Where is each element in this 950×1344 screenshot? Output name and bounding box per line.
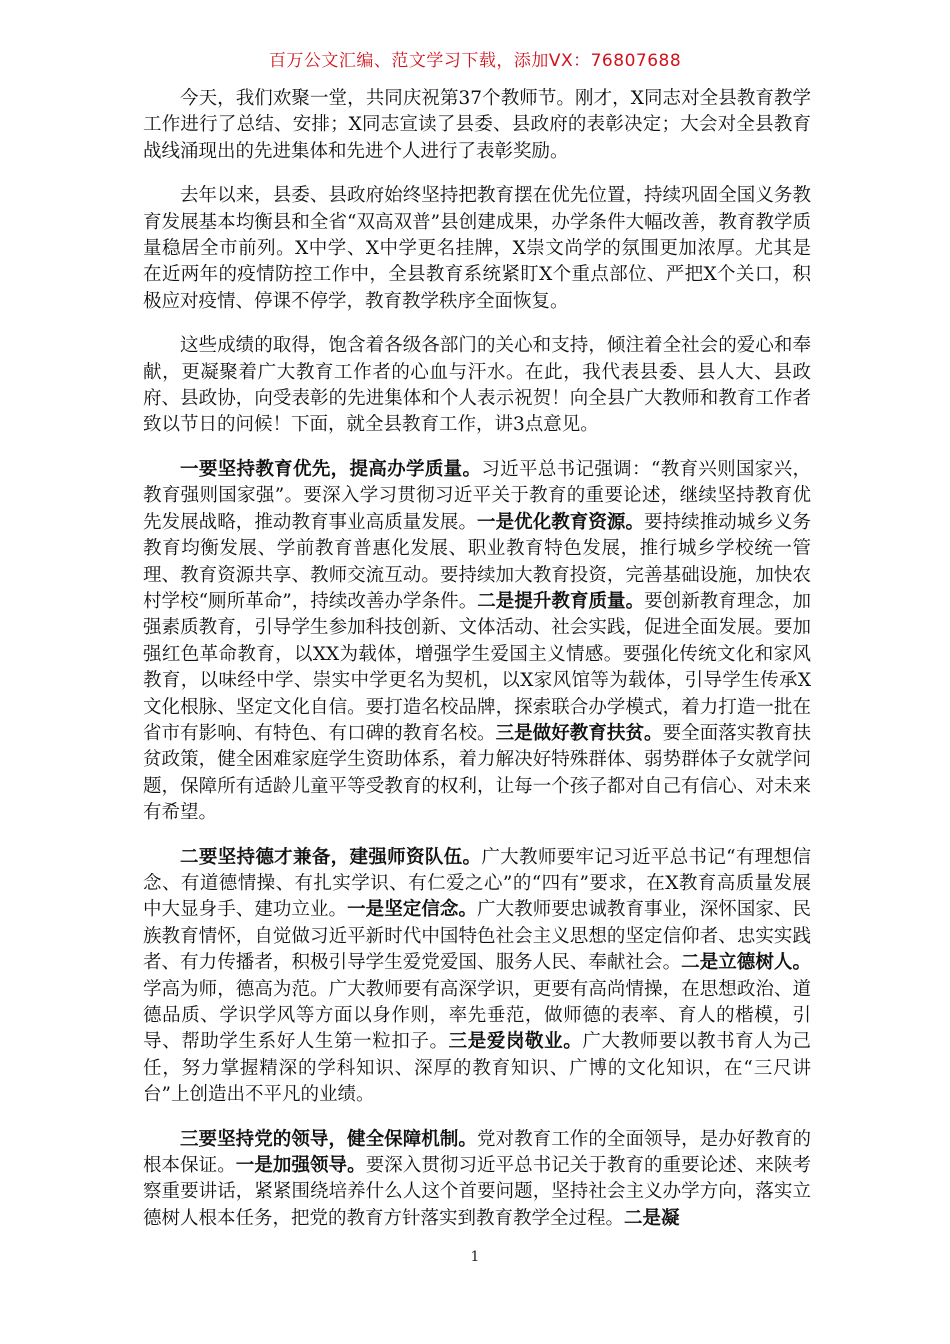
body-text: 要深入贯彻习近平总书记关于教育的重要论述、来陕考察重要讲话，紧紧围绕培养什么人这个首要问题，坚持社会主义办学方向，落实立德树人根本任务，把党的教育方针落实到教育教学全过程。 (143, 1155, 811, 1229)
body-text: 要创新教育理念，加强素质教育，引导学生参加科技创新、文体活动、社会实践，促进全面发展。要加强红色革命教育，以XX为载体，增强学生爱国主义情感。要强化传统文化和家风教育，以味经中学、崇实中学更名为契机，以X家风馆等为载体，引导学生传承X文化根脉、坚定文化自信。要打造名校品牌，探索联合办学模式，着力打造一批在省市有影响、有特色、有口碑的教育名校。 (143, 590, 811, 744)
body-text: 广大教师要牢记习近平总书记“有理想信念、有道德情操、有扎实学识、有仁爱之心”的“四有”要求，在X教育高质量发展中大显身手、建功立业。 (143, 846, 811, 921)
bold-heading-text: 二是立德树人。 (681, 952, 811, 974)
body-text: 习近平总书记强调：“教育兴则国家兴，教育强则国家强”。要深入学习贯彻习近平关于教育的重要论述，继续坚持教育优先发展战略，推动教育事业高质量发展。 (143, 458, 811, 533)
body-text: 要全面落实教育扶贫政策，健全困难家庭学生资助体系，着力解决好特殊群体、弱势群体子女就学问题，保障所有适龄儿童平等受教育的权利，让每一个孩子都对自己有信心、对未来有希望。 (143, 722, 811, 824)
paragraph-2 (143, 183, 811, 315)
paragraph-4 (143, 457, 811, 827)
body-text: 广大教师要忠诚教育事业，深怀国家、民族教育情怀，自觉做习近平新时代中国特色社会主义思想的坚定信仰者、忠实实践者、有力传播者，积极引导学生爱党爱国、服务人民、奉献社会。 (143, 899, 811, 974)
bold-heading-text: 一是加强领导。 (235, 1155, 366, 1177)
bold-heading-text: 二是提升教育质量。 (477, 590, 645, 612)
body-text: 党对教育工作的全面领导，是办好教育的根本保证。 (143, 1128, 811, 1177)
bold-heading-text: 三要坚持党的领导，健全保障机制。 (180, 1128, 477, 1150)
page-number: 1 (470, 1249, 480, 1265)
body-text: 学高为师，德高为范。广大教师要有高深学识，更要有高尚情操，在思想政治、道德品质、学识学风等方面以身作则，率先垂范，做师德的表率、育人的楷模，引导、帮助学生系好人生第一粒扣子。 (143, 978, 811, 1053)
body-text: 今天，我们欢聚一堂，共同庆祝第37个教师节。刚才，X同志对全县教育教学工作进行了总结、安排；X同志宣读了县委、县政府的表彰决定；大会对全县教育战线涌现出的先进集体和先进个人进行了表彰奖励。 (143, 88, 811, 162)
header-banner: 百万公文汇编、范文学习下载，添加VX：76807688 (268, 51, 682, 71)
body-text: 广大教师要以教书育人为己任，努力掌握精深的学科知识、深厚的教育知识、广博的文化知识，在“三尺讲台”上创造出不平凡的业绩。 (143, 1031, 811, 1106)
paragraph-6 (143, 1127, 811, 1233)
bold-heading-text: 三是爱岗敬业。 (448, 1031, 583, 1053)
bold-heading-text: 二是凝 (624, 1207, 680, 1229)
bold-heading-text: 三是做好教育扶贫。 (495, 722, 663, 744)
paragraph-5 (143, 845, 811, 1109)
document-body (143, 86, 811, 1250)
bold-heading-text: 二要坚持德才兼备，建强师资队伍。 (180, 846, 482, 868)
body-text: 这些成绩的取得，饱含着各级各部门的关心和支持，倾注着全社会的爱心和奉献，更凝聚着广大教育工作者的心血与汗水。在此，我代表县委、县人大、县政府、县政协，向受表彰的先进集体和个人表示祝贺！向全县广大教师和教育工作者致以节日的问候！下面，就全县教育工作，讲3点意见。 (143, 335, 811, 436)
bold-heading-text: 一是坚定信念。 (347, 899, 478, 921)
paragraph-1 (143, 86, 811, 165)
body-text: 去年以来，县委、县政府始终坚持把教育摆在优先位置，持续巩固全国义务教育发展基本均衡县和全省“双高双普”县创建成果，办学条件大幅改善，教育教学质量稳居全市前列。X中学、X中学更名挂牌，X崇文尚学的氛围更加浓厚。尤其是在近两年的疫情防控工作中，全县教育系统紧盯X个重点部位、严把X个关口，积极应对疫情、停课不停学，教育教学秩序全面恢复。 (143, 185, 811, 312)
bold-heading-text: 一是优化教育资源。 (477, 511, 645, 533)
bold-heading-text: 一要坚持教育优先，提高办学质量。 (180, 458, 482, 480)
body-text: 要持续推动城乡义务教育均衡发展、学前教育普惠化发展、职业教育特色发展，推行城乡学校统一管理、教育资源共享、教师交流互动。要持续加大教育投资，完善基础设施，加快农村学校“厕所革命”，持续改善办学条件。 (143, 511, 811, 612)
paragraph-3 (143, 333, 811, 439)
